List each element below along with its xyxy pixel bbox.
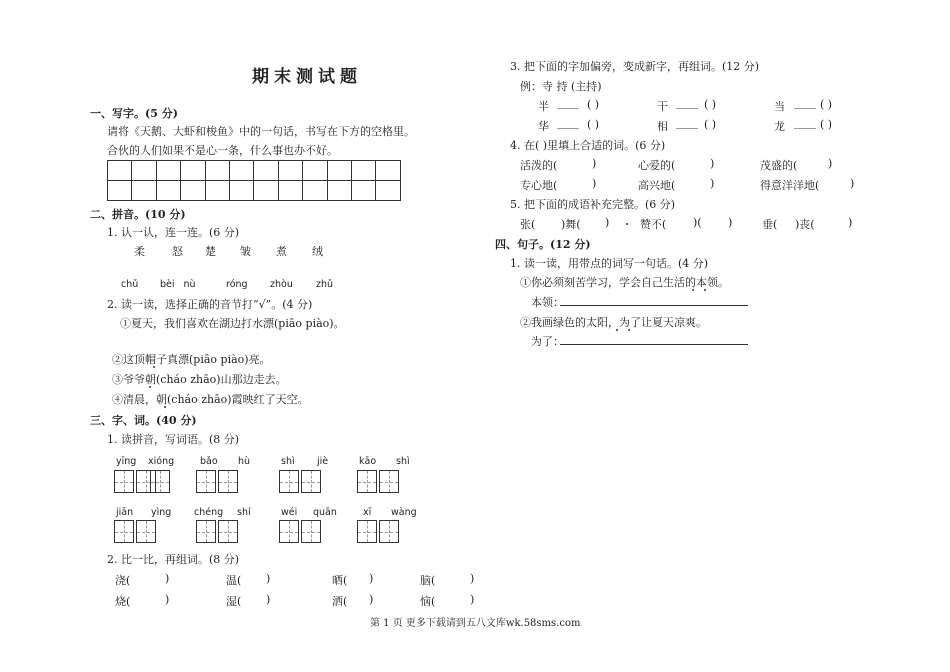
paren[interactable]: ( ) [704,118,717,131]
blank[interactable]: ____ [676,96,698,109]
paren[interactable]: ( ) [820,118,833,131]
tianzi-grid[interactable] [150,470,172,493]
section-1-sentence: 合伙的人们如果不是心一条，什么事也办不好。 [107,144,338,157]
pinyin-label: xī [363,507,372,518]
compare-char: 湿( [226,595,242,608]
emphasis-dot [616,329,618,331]
idiom-part: )丧( [795,218,815,231]
compare-char: 脑( [420,574,436,587]
connect-pinyin: róng [226,279,248,290]
s2-q2: 2. 读一读，选择正确的音节打“√”。(4 分) [107,298,313,311]
pinyin-label: wàng [391,507,417,518]
idiom-part: 张( [520,218,536,231]
s2-item: ①夏天，我们喜欢在湖边打水漂(piāo piào)。 [120,317,345,330]
section-4-heading: 四、句子。(12 分) [495,238,591,251]
fill-word: 茂盛的( [760,159,798,172]
idiom-part: ) [728,216,733,229]
compare-close: ) [165,572,170,585]
compare-char: 晒( [332,574,348,587]
page-footer: 第 1 页 更多下载请到五八文库wk.58sms.com [370,618,581,629]
tianzi-grid[interactable] [279,520,323,543]
paren[interactable]: ( ) [587,98,600,111]
connect-pinyin: bèi nù [160,279,196,290]
emphasis-dot [628,329,630,331]
emphasis-dot [153,366,155,368]
radical-char: 当 [774,100,785,113]
blank[interactable]: ____ [676,116,698,129]
idiom-part: ) [848,216,853,229]
tianzi-grid[interactable] [357,470,401,493]
tianzi-grid[interactable] [114,520,158,543]
emphasis-dot [692,289,694,291]
s2-item: ④清晨，朝(cháo zhāo)霞映红了天空。 [112,393,309,406]
tianzi-grid[interactable] [196,470,240,493]
section-2-heading: 二、拼音。(10 分) [90,208,186,221]
s3-q1: 1. 读拼音，写词语。(8 分) [107,433,240,446]
radical-char: 相 [657,120,668,133]
writing-grid[interactable] [107,160,401,201]
emphasis-dot [149,386,151,388]
pinyin-label: shì [281,456,295,467]
section-3-heading: 三、字、词。(40 分) [90,414,197,427]
compare-close: ) [165,593,170,606]
fill-close: ) [710,157,715,170]
tianzi-grid[interactable] [279,470,323,493]
connect-char: 楚 [205,245,216,258]
compare-close: ) [369,572,374,585]
fill-word: 心爱的( [638,159,676,172]
paren[interactable]: ( ) [587,118,600,131]
blank[interactable]: ____ [794,116,816,129]
compare-close: ) [266,593,271,606]
fill-close: ) [592,157,597,170]
connect-pinyin: zhòu [270,279,293,290]
pinyin-label: bǎo [200,456,218,467]
connect-char: 柔 [134,245,145,258]
connect-char: 怒 [172,245,183,258]
pinyin-label: wéi [281,507,298,518]
r-s1: 1. 读一读，用带点的词写一句话。(4 分) [510,257,709,270]
tianzi-grid[interactable] [196,520,240,543]
paren[interactable]: ( ) [704,98,717,111]
idiom-part: ) [605,216,610,229]
compare-char: 烧( [115,595,131,608]
s2-item: ②这顶帽子真漂(piāo piào)亮。 [112,353,271,366]
connect-pinyin: chǔ [121,279,139,290]
pinyin-label: jiè [317,456,329,467]
compare-char: 温( [226,574,242,587]
idiom-part: 垂( [762,218,778,231]
radical-char: 华 [538,120,549,133]
pinyin-label: xióng [148,456,175,467]
emphasis-dot [704,289,706,291]
section-1-heading: 一、写字。(5 分) [90,107,178,120]
compare-char: 浇( [115,574,131,587]
connect-char: 煮 [276,245,287,258]
idiom-part: )舞( [561,218,581,231]
blank[interactable]: ____ [557,116,579,129]
label-weile: 为了： [531,335,564,348]
answer-line[interactable] [560,344,748,345]
compare-close: ) [369,593,374,606]
r-example: 例：寺 持 (主持) [520,80,602,93]
pinyin-label: chéng [194,507,224,518]
pinyin-label: shì [396,456,410,467]
tianzi-grid[interactable] [357,520,401,543]
answer-line[interactable] [560,305,748,306]
section-1-instruction: 请将《天鹅、大虾和梭鱼》中的一句话，书写在下方的空格里。 [107,125,415,138]
paren[interactable]: ( ) [820,98,833,111]
pinyin-label: quān [313,507,337,518]
fill-word: 得意洋洋地( [760,179,820,192]
s2-q1: 1. 认一认，连一连。(6 分) [107,226,240,239]
pinyin-label: hù [238,456,251,467]
compare-close: ) [470,572,475,585]
fill-word: 活泼的( [520,159,558,172]
pinyin-label: kāo [359,456,377,467]
pinyin-label: jiān [116,507,134,518]
pinyin-label: shí [237,507,251,518]
emphasis-dot [164,406,166,408]
fill-close: ) [592,177,597,190]
label-benling: 本领： [531,296,564,309]
pinyin-label: yìng [151,507,172,518]
fill-word: 高兴地( [638,179,676,192]
compare-char: 洒( [332,595,348,608]
radical-char: 半 [538,100,549,113]
fill-word: 专心地( [520,179,558,192]
r-q3: 3. 把下面的字加偏旁，变成新字，再组词。(12 分) [510,60,760,73]
s3-q2: 2. 比一比，再组词。(8 分) [107,553,240,566]
decorative-dot [626,223,628,225]
r-s1b: ②我画绿色的太阳，为了让夏天凉爽。 [520,316,707,329]
page-title: 期末测试题 [252,67,362,87]
compare-close: ) [470,593,475,606]
blank[interactable]: ____ [557,96,579,109]
fill-close: ) [850,177,855,190]
idiom-part: 赞不( [640,218,667,231]
r-q5: 5. 把下面的成语补充完整。(6 分) [510,198,676,211]
idiom-part: )( [693,216,702,229]
radical-char: 干 [657,100,668,113]
r-q4: 4. 在( )里填上合适的词。(6 分) [510,139,666,152]
connect-pinyin: zhǔ [316,279,334,290]
radical-char: 龙 [774,120,785,133]
connect-char: 绒 [312,245,323,258]
s2-item: ③爷爷朝(cháo zhāo)山那边走去。 [112,373,287,386]
fill-close: ) [828,157,833,170]
fill-close: ) [710,177,715,190]
r-s1a: ①你必须刻苦学习，学会自己生活的本领。 [520,276,729,289]
pinyin-label: yīng [116,456,137,467]
compare-char: 恼( [420,595,436,608]
compare-close: ) [266,572,271,585]
blank[interactable]: ____ [794,96,816,109]
connect-char: 皱 [240,245,251,258]
